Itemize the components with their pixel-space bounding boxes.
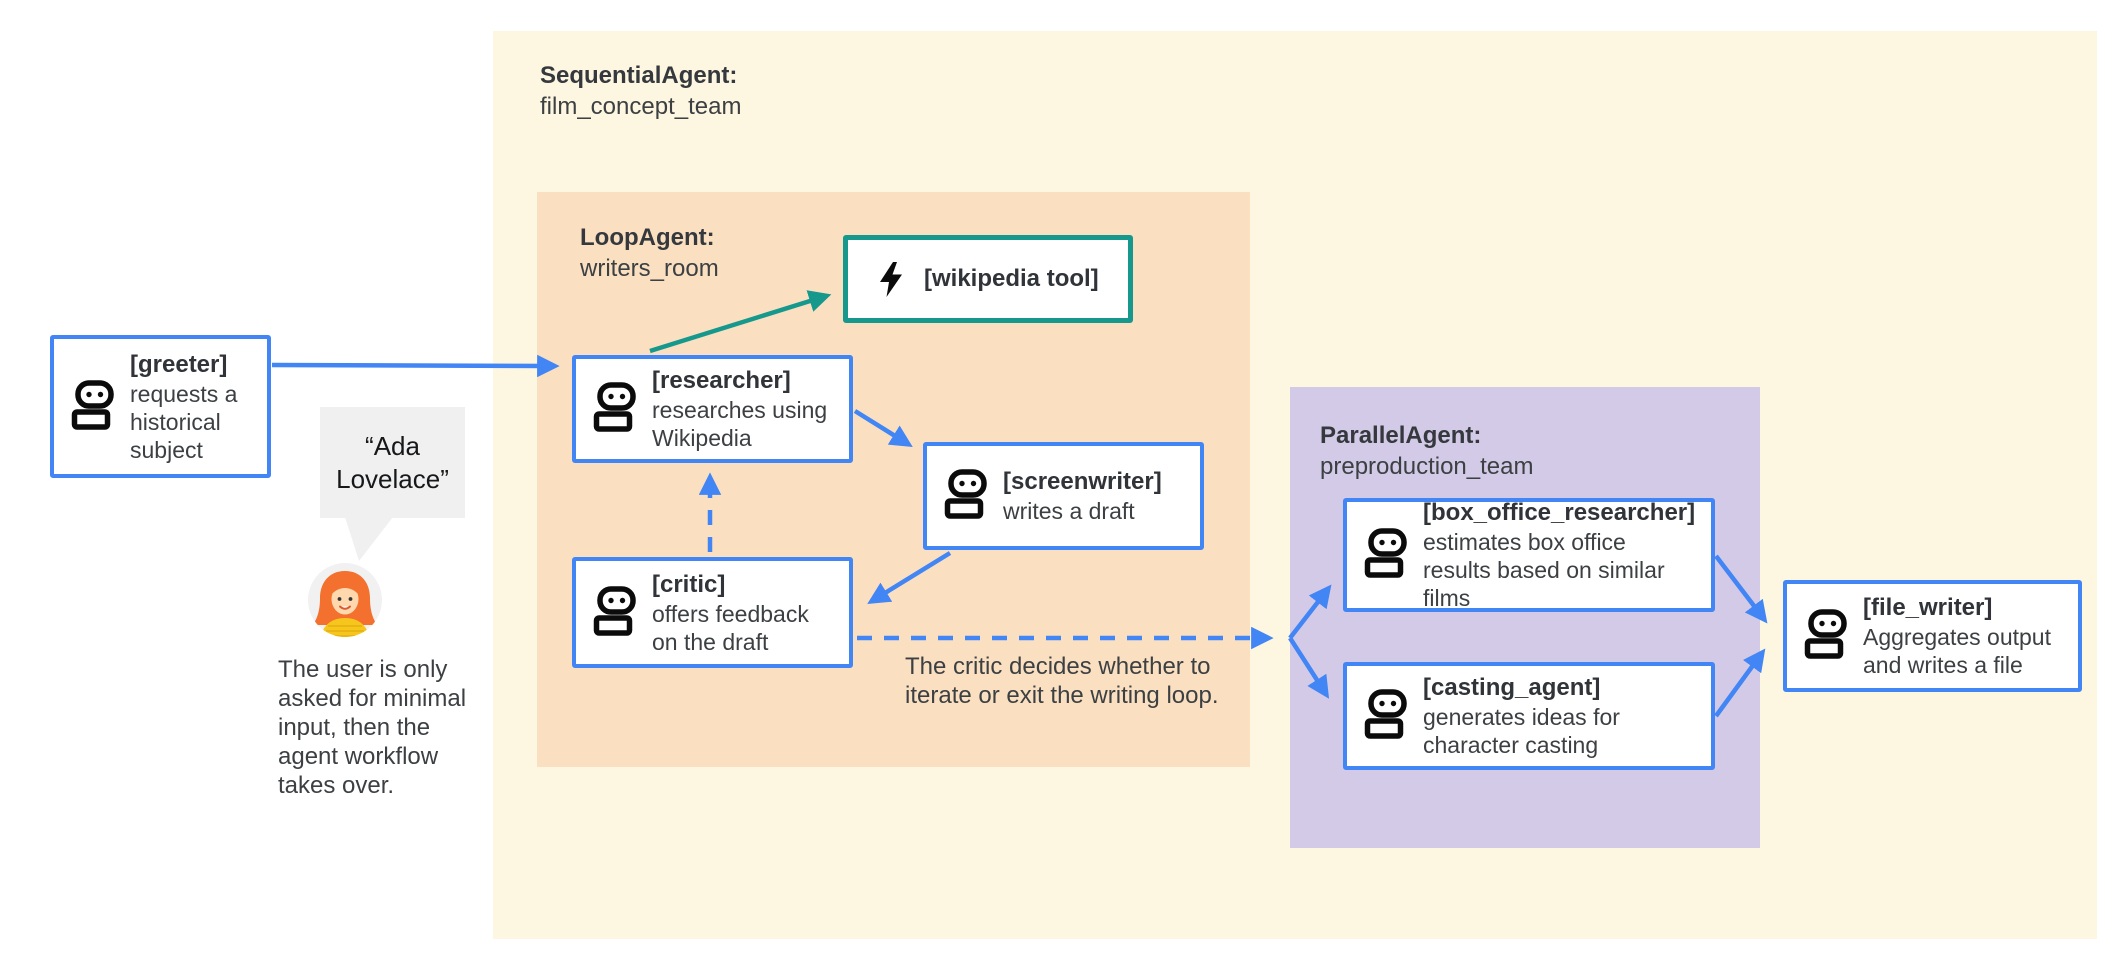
agent-title: [casting_agent] (1423, 674, 1601, 701)
parallel-agent-type: ParallelAgent: (1320, 422, 1482, 449)
agent-desc: offers feedback on the draft (652, 600, 809, 655)
robot-icon (1362, 689, 1408, 743)
agent-title: [screenwriter] (1003, 468, 1162, 495)
sequential-agent-label (540, 60, 741, 122)
agent-box-greeter (50, 335, 271, 478)
robot-icon (591, 586, 637, 640)
lightning-bolt-icon (878, 261, 904, 298)
woman-avatar-icon (307, 562, 383, 643)
loop-agent-type: LoopAgent: (580, 224, 715, 251)
agent-title: [greeter] (130, 350, 228, 378)
agent-box-file-writer (1783, 580, 2082, 692)
agent-title: [critic] (652, 570, 726, 598)
speech-bubble (320, 407, 465, 518)
agent-desc: requests a historical subject (130, 380, 238, 463)
loop-agent-label (580, 222, 719, 284)
parallel-agent-label (1320, 420, 1533, 482)
agent-title: [file_writer] (1863, 594, 1993, 621)
robot-icon (942, 469, 988, 523)
robot-icon (1362, 528, 1408, 582)
robot-icon (69, 380, 115, 434)
robot-icon (591, 382, 637, 436)
agent-desc: Aggregates output and writes a file (1863, 624, 2051, 678)
agent-desc: writes a draft (1003, 498, 1135, 524)
tool-title: [wikipedia tool] (924, 265, 1099, 292)
agent-desc: researches using Wikipedia (652, 397, 828, 451)
sequential-agent-type: SequentialAgent: (540, 62, 738, 89)
agent-box-screenwriter (923, 442, 1204, 550)
agent-desc: generates ideas for character casting (1423, 704, 1620, 758)
user-note: The user is only asked for minimal input, then the agent workflow takes over. (278, 656, 467, 799)
agent-box-critic (572, 557, 853, 668)
speech-bubble-tail (343, 517, 395, 563)
agent-box-box-office-researcher (1343, 498, 1715, 612)
loop-exit-note: The critic decides whether to iterate or exit the writing loop. (905, 653, 1219, 709)
loop-agent-name: writers_room (580, 255, 719, 282)
agent-box-researcher (572, 355, 853, 463)
agent-box-casting-agent (1343, 662, 1715, 770)
agent-title: [researcher] (652, 367, 791, 394)
user-input-text: “Ada Lovelace” (336, 430, 449, 494)
parallel-agent-name: preproduction_team (1320, 453, 1534, 480)
agent-desc: estimates box office results based on similar films (1423, 529, 1665, 611)
sequential-agent-name: film_concept_team (540, 93, 742, 120)
agent-title: [box_office_researcher] (1423, 499, 1696, 526)
robot-icon (1802, 609, 1848, 663)
tool-box-wikipedia (843, 235, 1133, 323)
